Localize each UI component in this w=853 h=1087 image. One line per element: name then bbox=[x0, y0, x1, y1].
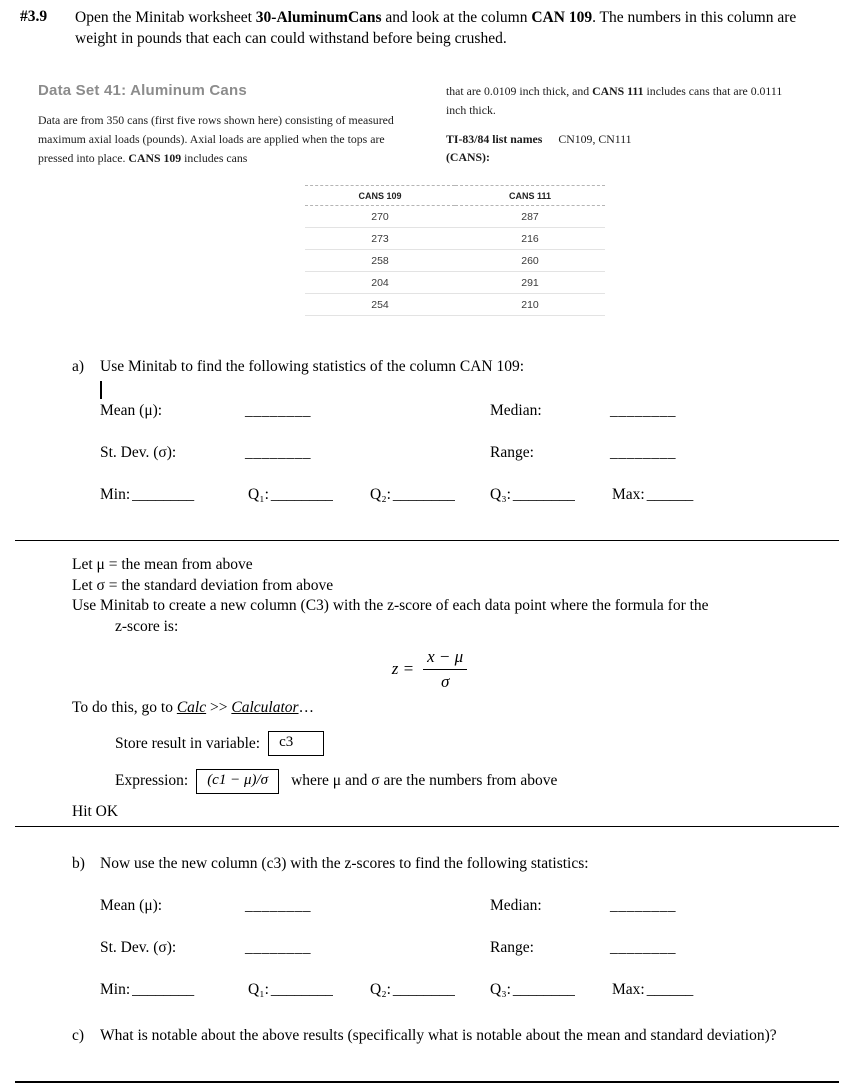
stdev-blank[interactable]: ________ bbox=[245, 939, 311, 957]
text-segment: and look at the column bbox=[381, 9, 532, 26]
q3-blank[interactable]: ________ bbox=[512, 981, 575, 999]
section-a-label: a) bbox=[72, 358, 85, 376]
ti-list-names bbox=[446, 130, 804, 168]
section-c-label: c) bbox=[72, 1027, 85, 1045]
table-cell: 254 bbox=[305, 294, 455, 316]
formula-fraction bbox=[423, 647, 467, 692]
stats-row-mean-median bbox=[100, 402, 839, 420]
dataset-description-left bbox=[38, 111, 400, 168]
mean-blank[interactable]: ________ bbox=[245, 402, 311, 420]
bold-term-worksheet: 30-AluminumCans bbox=[255, 9, 382, 26]
min-label: Min: bbox=[100, 981, 131, 999]
q2-label: Q₂: bbox=[370, 981, 391, 999]
q2-group bbox=[370, 981, 490, 999]
problem-header bbox=[20, 8, 839, 50]
table-row bbox=[305, 294, 605, 316]
let-mu-line: Let μ = the mean from above bbox=[72, 556, 253, 574]
min-blank[interactable]: ________ bbox=[132, 981, 195, 999]
expression-value-box: (c1 − μ)/σ bbox=[196, 769, 279, 794]
zscore-formula bbox=[20, 647, 839, 692]
q2-label: Q₂: bbox=[370, 486, 391, 504]
ti-names: CN109, CN111 bbox=[558, 131, 632, 146]
text-segment: includes cans bbox=[181, 150, 248, 165]
text-segment: . The numbers in this column are weight in pounds that each can could withstand before being crushed. bbox=[75, 9, 797, 47]
q1-group bbox=[248, 486, 370, 504]
range-blank[interactable]: ________ bbox=[610, 444, 676, 462]
table-cell: 258 bbox=[305, 250, 455, 272]
range-label: Range: bbox=[490, 939, 534, 957]
store-result-line bbox=[115, 731, 839, 756]
text-segment: >> bbox=[206, 698, 232, 716]
stats-grid-a bbox=[100, 402, 839, 504]
expression-label: Expression: bbox=[115, 772, 189, 790]
min-group bbox=[100, 981, 248, 999]
table-row bbox=[305, 250, 605, 272]
range-blank[interactable]: ________ bbox=[610, 939, 676, 957]
q2-group bbox=[370, 486, 490, 504]
text-segment: … bbox=[298, 698, 315, 716]
stdev-label: St. Dev. (σ): bbox=[100, 939, 177, 957]
formula-denominator: σ bbox=[440, 671, 450, 691]
max-label: Max: bbox=[612, 981, 645, 999]
formula-numerator: x − μ bbox=[423, 647, 467, 670]
q1-label: Q₁: bbox=[248, 981, 269, 999]
median-label: Median: bbox=[490, 897, 542, 915]
let-sigma-line: Let σ = the standard deviation from above bbox=[72, 576, 334, 594]
spacer bbox=[330, 939, 490, 957]
max-blank[interactable]: ______ bbox=[646, 486, 694, 504]
bold-term-cans111: CANS 111 bbox=[592, 83, 644, 98]
q2-blank[interactable]: ________ bbox=[392, 486, 455, 504]
hit-ok-line: Hit OK bbox=[72, 803, 119, 821]
page-bottom-rule bbox=[15, 1081, 839, 1083]
cans-label: (CANS): bbox=[446, 150, 490, 165]
median-blank[interactable]: ________ bbox=[610, 897, 676, 915]
menu-calc: Calc bbox=[176, 698, 207, 716]
stdev-blank[interactable]: ________ bbox=[245, 444, 311, 462]
section-divider bbox=[15, 540, 839, 541]
dataset-excerpt-right bbox=[446, 82, 804, 168]
text-cursor bbox=[100, 381, 102, 399]
spacer bbox=[330, 402, 490, 420]
col-header-cans111: CANS 111 bbox=[455, 186, 605, 206]
median-blank[interactable]: ________ bbox=[610, 402, 676, 420]
section-b-label: b) bbox=[72, 855, 85, 873]
stats-row-stdev-range bbox=[100, 939, 839, 957]
q1-blank[interactable]: ________ bbox=[270, 981, 333, 999]
col-header-cans109: CANS 109 bbox=[305, 186, 455, 206]
table-cell: 291 bbox=[455, 272, 605, 294]
bold-term-cans109: CANS 109 bbox=[128, 150, 182, 165]
q1-blank[interactable]: ________ bbox=[270, 486, 333, 504]
formula-lhs: z = bbox=[391, 659, 415, 679]
mean-label: Mean (μ): bbox=[100, 897, 163, 915]
dataset-excerpt bbox=[38, 82, 839, 168]
section-c-header bbox=[72, 1025, 839, 1047]
ti-label: TI-83/84 list names bbox=[446, 131, 543, 146]
cans-data-table bbox=[305, 185, 605, 316]
store-result-value-box: c3 bbox=[268, 731, 324, 756]
table-row bbox=[305, 228, 605, 250]
todo-line bbox=[72, 698, 839, 718]
min-label: Min: bbox=[100, 486, 131, 504]
section-b-header bbox=[72, 853, 839, 875]
dataset-description-right bbox=[446, 82, 804, 120]
problem-number: #3.9 bbox=[20, 8, 48, 25]
stats-row-five-number bbox=[100, 486, 839, 504]
max-group bbox=[612, 486, 693, 504]
mean-blank[interactable]: ________ bbox=[245, 897, 311, 915]
problem-statement bbox=[75, 8, 839, 50]
q3-blank[interactable]: ________ bbox=[512, 486, 575, 504]
text-segment: To do this, go to bbox=[72, 698, 177, 716]
dataset-title: Data Set 41: Aluminum Cans bbox=[38, 81, 247, 99]
mean-label: Mean (μ): bbox=[100, 402, 163, 420]
stats-grid-b bbox=[100, 897, 839, 999]
stdev-label: St. Dev. (σ): bbox=[100, 444, 177, 462]
table-cell: 287 bbox=[455, 206, 605, 228]
zscore-instruction-line1: Use Minitab to create a new column (C3) with the z-score of each data point where the formula for the bbox=[72, 597, 709, 615]
dataset-excerpt-left bbox=[38, 82, 400, 168]
q3-label: Q₃: bbox=[490, 981, 511, 999]
table-cell: 273 bbox=[305, 228, 455, 250]
section-a-header bbox=[72, 356, 839, 378]
range-label: Range: bbox=[490, 444, 534, 462]
section-divider bbox=[15, 826, 839, 827]
q1-label: Q₁: bbox=[248, 486, 269, 504]
table-cell: 270 bbox=[305, 206, 455, 228]
stats-row-mean-median bbox=[100, 897, 839, 915]
stats-row-five-number bbox=[100, 981, 839, 999]
q3-group bbox=[490, 981, 612, 999]
q1-group bbox=[248, 981, 370, 999]
expression-line bbox=[115, 769, 839, 794]
max-label: Max: bbox=[612, 486, 645, 504]
menu-calculator: Calculator bbox=[231, 698, 299, 716]
zscore-instruction-line2: z-score is: bbox=[115, 617, 179, 635]
spacer bbox=[330, 444, 490, 462]
text-segment: that are 0.0109 inch thick, and bbox=[446, 83, 593, 98]
stats-row-stdev-range bbox=[100, 444, 839, 462]
bold-term-column: CAN 109 bbox=[531, 9, 593, 26]
section-b-text: Now use the new column (c3) with the z-scores to find the following statistics: bbox=[100, 855, 589, 873]
expression-note: where μ and σ are the numbers from above bbox=[291, 772, 558, 790]
max-group bbox=[612, 981, 693, 999]
text-segment: includes cans that are 0.0111 inch thick. bbox=[446, 83, 783, 117]
table-cell: 210 bbox=[455, 294, 605, 316]
store-result-label: Store result in variable: bbox=[115, 734, 261, 752]
spacer bbox=[330, 897, 490, 915]
min-group bbox=[100, 486, 248, 504]
q3-group bbox=[490, 486, 612, 504]
q2-blank[interactable]: ________ bbox=[392, 981, 455, 999]
max-blank[interactable]: ______ bbox=[646, 981, 694, 999]
table-row bbox=[305, 206, 605, 228]
table-row bbox=[305, 272, 605, 294]
text-segment: Data are from 350 cans (first five rows shown here) consisting of measured maximum axial loads (pounds). Axial loads are applied when the tops are pressed into place. bbox=[38, 112, 394, 165]
text-segment: Open the Minitab worksheet bbox=[75, 9, 256, 26]
median-label: Median: bbox=[490, 402, 542, 420]
table-cell: 204 bbox=[305, 272, 455, 294]
min-blank[interactable]: ________ bbox=[132, 486, 195, 504]
section-c-text: What is notable about the above results (specifically what is notable about the mean and standard deviation)? bbox=[100, 1027, 777, 1045]
q3-label: Q₃: bbox=[490, 486, 511, 504]
table-header-row bbox=[305, 186, 605, 206]
table-cell: 216 bbox=[455, 228, 605, 250]
section-a-text: Use Minitab to find the following statistics of the column CAN 109: bbox=[100, 358, 525, 376]
table-cell: 260 bbox=[455, 250, 605, 272]
